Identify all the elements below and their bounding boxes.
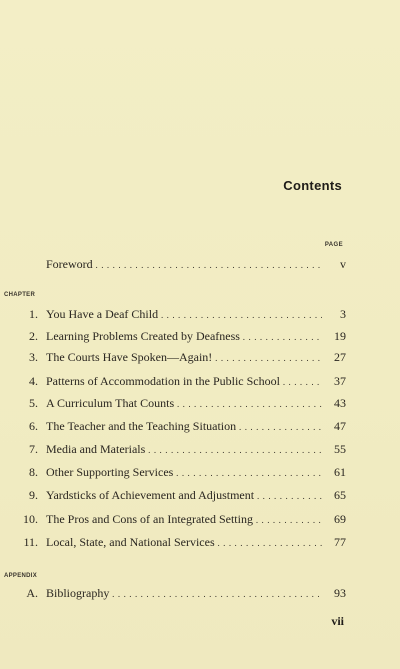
toc-entry-page: 93 bbox=[334, 586, 346, 600]
toc-entry-chapter-7[interactable] bbox=[0, 440, 400, 458]
toc-entry-appendix-a[interactable] bbox=[0, 584, 400, 602]
toc-entry-page: v bbox=[340, 257, 346, 271]
toc-entry-number: 9. bbox=[29, 488, 38, 502]
toc-entry-page: 55 bbox=[334, 442, 346, 456]
page-column-heading: PAGE bbox=[324, 242, 343, 248]
toc-entry-page: 69 bbox=[334, 512, 346, 526]
appendix-label: APPENDIX bbox=[4, 573, 38, 579]
toc-entry-title: Other Supporting Services . . . bbox=[46, 463, 322, 482]
toc-entry-title: A Curriculum That Counts . . . bbox=[46, 394, 322, 413]
toc-entry-chapter-4[interactable] bbox=[0, 372, 400, 390]
toc-entry-number: 4. bbox=[29, 374, 38, 388]
toc-entry-title: Local, State, and National Services . . . bbox=[46, 533, 322, 552]
toc-entry-page: 77 bbox=[334, 535, 346, 549]
toc-entry-title: The Courts Have Spoken—Again! . . . bbox=[46, 348, 322, 367]
toc-entry-number: 2. bbox=[29, 329, 38, 343]
toc-entry-number: 1. bbox=[29, 307, 38, 321]
contents-title: Contents bbox=[283, 178, 342, 193]
toc-entry-chapter-2[interactable] bbox=[0, 327, 400, 345]
toc-entry-chapter-10[interactable] bbox=[0, 510, 400, 528]
toc-entry-number: 10. bbox=[23, 512, 38, 526]
toc-entry-title: The Teacher and the Teaching Situation . . . bbox=[46, 417, 322, 436]
toc-entry-number: 6. bbox=[29, 419, 38, 433]
toc-entry-title: The Pros and Cons of an Integrated Setting . . . bbox=[46, 510, 322, 529]
toc-entry-chapter-1[interactable] bbox=[0, 305, 400, 323]
toc-entry-page: 65 bbox=[334, 488, 346, 502]
toc-entry-title: Patterns of Accommodation in the Public School . . . bbox=[46, 372, 322, 391]
toc-entry-page: 47 bbox=[334, 419, 346, 433]
toc-entry-chapter-6[interactable] bbox=[0, 417, 400, 435]
toc-entry-page: 37 bbox=[334, 374, 346, 388]
toc-entry-number: 3. bbox=[29, 350, 38, 364]
toc-entry-title: Media and Materials . . . bbox=[46, 440, 322, 459]
toc-entry-chapter-8[interactable] bbox=[0, 463, 400, 481]
toc-entry-number: 5. bbox=[29, 396, 38, 410]
toc-entry-number: 7. bbox=[29, 442, 38, 456]
toc-entry-page: 43 bbox=[334, 396, 346, 410]
toc-entry-page: 3 bbox=[340, 307, 346, 321]
toc-entry-title: Foreword . . . bbox=[46, 255, 322, 274]
toc-entry-page: 61 bbox=[334, 465, 346, 479]
toc-entry-number: 8. bbox=[29, 465, 38, 479]
chapter-label: CHAPTER bbox=[4, 292, 36, 298]
toc-entry-title: Learning Problems Created by Deafness . . . bbox=[46, 327, 322, 346]
toc-entry-chapter-3[interactable] bbox=[0, 348, 400, 366]
toc-entry-chapter-9[interactable] bbox=[0, 486, 400, 504]
toc-entry-foreword[interactable] bbox=[0, 255, 400, 273]
toc-entry-chapter-5[interactable] bbox=[0, 394, 400, 412]
toc-entry-page: 19 bbox=[334, 329, 346, 343]
page-number: vii bbox=[331, 614, 344, 628]
toc-entry-title: Yardsticks of Achievement and Adjustment . . . bbox=[46, 486, 322, 505]
toc-entry-title: You Have a Deaf Child . . . bbox=[46, 305, 322, 324]
toc-entry-number: 11. bbox=[23, 535, 38, 549]
toc-entry-chapter-11[interactable] bbox=[0, 533, 400, 551]
toc-entry-title: Bibliography . . . bbox=[46, 584, 322, 603]
toc-entry-page: 27 bbox=[334, 350, 346, 364]
toc-entry-number: A. bbox=[26, 586, 38, 600]
